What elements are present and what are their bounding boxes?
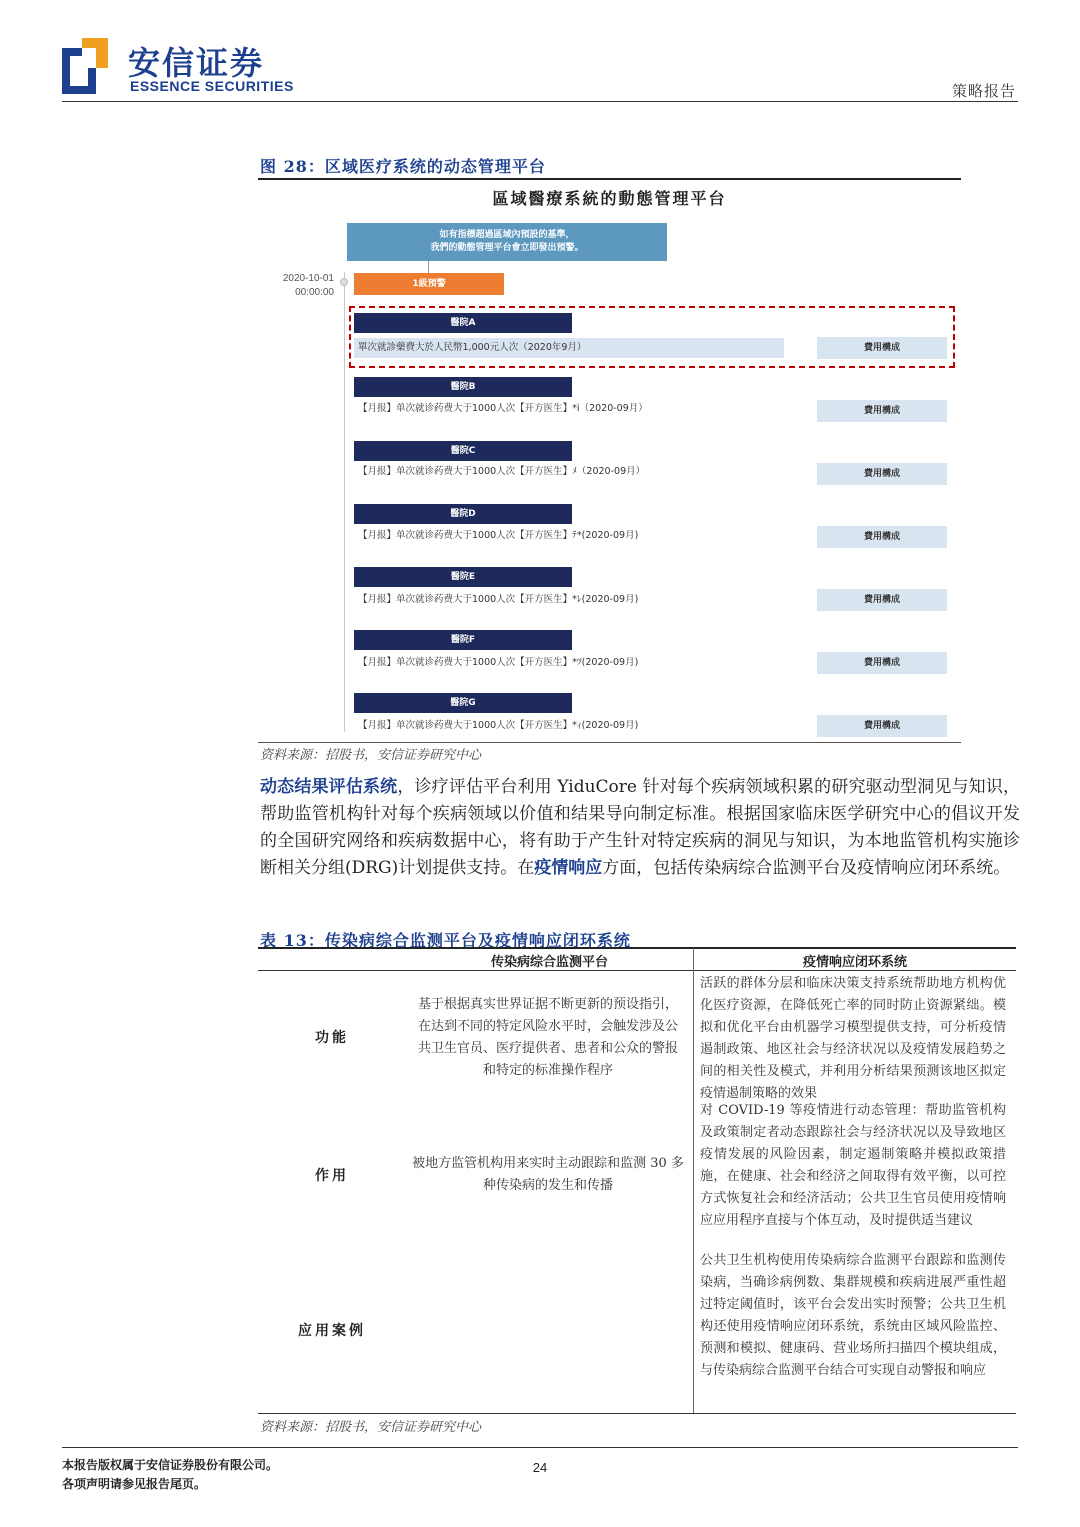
- table-column-divider: [693, 948, 694, 1413]
- table-caption: 表 13：传染病综合监测平台及疫情响应闭环系统: [260, 931, 631, 950]
- fee-breakdown-button: 費用構成: [817, 463, 947, 485]
- timestamp-time: 00:00:00: [295, 287, 334, 298]
- hospital-alert-text: 【月报】单次就诊药费大于1000人次【开方医生】ﾃ*(2020-09月): [358, 530, 639, 541]
- timestamp-label: [264, 272, 334, 300]
- hospital-name-bar: 醫院F: [354, 630, 572, 650]
- paragraph-bold-mid: 疫情响应: [534, 858, 603, 878]
- figure-title: 區域醫療系統的動態管理平台: [492, 189, 727, 208]
- logo-english-name: ESSENCE SECURITIES: [130, 78, 294, 94]
- header-divider: [62, 101, 1018, 102]
- timestamp-date: 2020-10-01: [282, 273, 334, 284]
- paragraph-bold-lead: 动态结果评估系统: [260, 777, 398, 797]
- table-bottom-rule: [258, 1413, 1016, 1414]
- hospital-name-bar: 醫院B: [354, 377, 572, 397]
- fee-breakdown-button: 費用構成: [817, 652, 947, 674]
- alert-line-1: 如有指標超過區域內預設的基準，: [439, 230, 575, 240]
- fee-breakdown-button: 費用構成: [817, 526, 947, 548]
- table-row-label: 功能: [315, 1030, 349, 1046]
- hospital-alert-text: 【月报】单次就诊药费大于1000人次【开方医生】*i（2020-09月）: [358, 403, 648, 414]
- hospital-name-bar: 醫院A: [354, 313, 572, 333]
- fee-breakdown-button: 費用構成: [817, 337, 947, 359]
- report-type-label: 策略报告: [951, 82, 1016, 100]
- page-number: 24: [532, 1460, 548, 1475]
- table-cell: 公共卫生机构使用传染病综合监测平台跟踪和监测传染病，当确诊病例数、集群规模和疾病进展严重性超过特定阈值时，该平台会发出实时预警；公共卫生机构还使用疫情响应闭环系统，系统由区域风险监控、预测和模拟、健康码、营业场所扫描四个模块组成，与传染病综合监测平台结合可实现自动警报和响应: [700, 1253, 1006, 1378]
- figure-image: [258, 180, 961, 740]
- hospital-alert-text: 【月报】单次就诊药费大于1000人次【开方医生】*ﾚ(2020-09月): [358, 594, 639, 605]
- timeline-dot: [340, 278, 348, 286]
- table-header-surveillance: 传染病综合监测平台: [490, 955, 608, 970]
- figure-caption: 图 28：区域医疗系统的动态管理平台: [260, 157, 546, 176]
- alert-description-box: [347, 223, 667, 261]
- alert-line-2: 我們的動態管理平台會立即發出預警。: [430, 243, 584, 253]
- table-row-label: 应用案例: [298, 1323, 366, 1339]
- warning-level-badge: 1級預警: [354, 273, 504, 295]
- timeline-line: [344, 272, 345, 732]
- table-cell: 活跃的群体分层和临床决策支持系统帮助地方机构优化医疗资源，在降低死亡率的同时防止资源紧绌。模拟和优化平台由机器学习模型提供支持，可分析疫情遏制政策、地区社会与经济状况以及疫情发展趋势之间的相关性及模式，并利用分析结果预测该地区拟定疫情遏制策略的效果: [700, 976, 1006, 1101]
- fee-breakdown-button: 費用構成: [817, 589, 947, 611]
- logo-chinese-name: 安信证券: [128, 44, 265, 82]
- paragraph-text-2: 方面，包括传染病综合监测平台及疫情响应闭环系统。: [602, 858, 1011, 878]
- table-cell: 对 COVID-19 等疫情进行动态管理：帮助监管机构及政策制定者动态跟踪社会与经济状况以及导致地区疫情发展的风险因素，制定遏制策略并模拟政策措施，在健康、社会和经济之间取得有效平衡，以可控方式恢复社会和经济活动；公共卫生官员使用疫情响应应用程序直接与个体互动，及时提供适当建议: [700, 1103, 1006, 1228]
- hospital-alert-text: 【月报】单次就诊药费大于1000人次【开方医生】*ﾂ(2020-09月): [358, 657, 639, 668]
- fee-breakdown-button: 費用構成: [817, 400, 947, 422]
- alert-connector: [428, 261, 429, 273]
- table-header-response: 疫情响应闭环系统: [802, 955, 907, 970]
- table-cell: 基于根据真实世界证据不断更新的预设指引，在达到不同的特定风险水平时，会触发涉及公共卫生官员、医疗提供者、患者和公众的警报和特定的标准操作程序: [417, 997, 678, 1078]
- paragraph-text-1: ，诊疗评估平台利用 YiduCore 针对每个疾病领域积累的研究驱动型洞见与知识，帮助监管机构针对每个疾病领域以价值和结果导向制定标准。根据国家临床医学研究中心的倡议开发的全国研究网络和疾病数据中心，将有助于产生针对特定疾病的洞见与知识，为本地监管机构实施诊断相关分组(DRG)计划提供支持。在: [260, 777, 1020, 878]
- hospital-name-bar: 醫院G: [354, 693, 572, 713]
- table-top-rule: [258, 947, 1016, 949]
- table-source: 资料来源：招股书，安信证券研究中心: [260, 1420, 482, 1435]
- essence-logo-icon: [62, 38, 108, 94]
- body-paragraph: [260, 774, 1020, 882]
- footer-copyright: 本报告版权属于安信证券股份有限公司。: [62, 1458, 279, 1472]
- figure-bottom-rule: [258, 742, 961, 743]
- hospital-alert-text: 【月报】单次就诊药费大于1000人次【开方医生】*ｨ(2020-09月): [358, 720, 639, 731]
- footer-divider: [62, 1447, 1018, 1448]
- fee-breakdown-button: 費用構成: [817, 715, 947, 737]
- footer-disclaimer: 各项声明请参见报告尾页。: [62, 1477, 207, 1491]
- hospital-name-bar: 醫院C: [354, 441, 572, 461]
- hospital-alert-text: 單次就診藥費大於人民幣1,000元人次（2020年9月）: [354, 338, 784, 358]
- hospital-name-bar: 醫院D: [354, 504, 572, 524]
- figure-source: 资料来源：招股书，安信证券研究中心: [260, 748, 482, 763]
- hospital-alert-text: 【月报】单次就诊药费大于1000人次【开方医生】ﾒ（2020-09月）: [358, 466, 646, 477]
- table-row-label: 作用: [315, 1168, 349, 1184]
- hospital-name-bar: 醫院E: [354, 567, 572, 587]
- table-header-rule: [258, 970, 1016, 971]
- table-cell: 被地方监管机构用来实时主动跟踪和监测 30 多种传染病的发生和传播: [412, 1156, 684, 1193]
